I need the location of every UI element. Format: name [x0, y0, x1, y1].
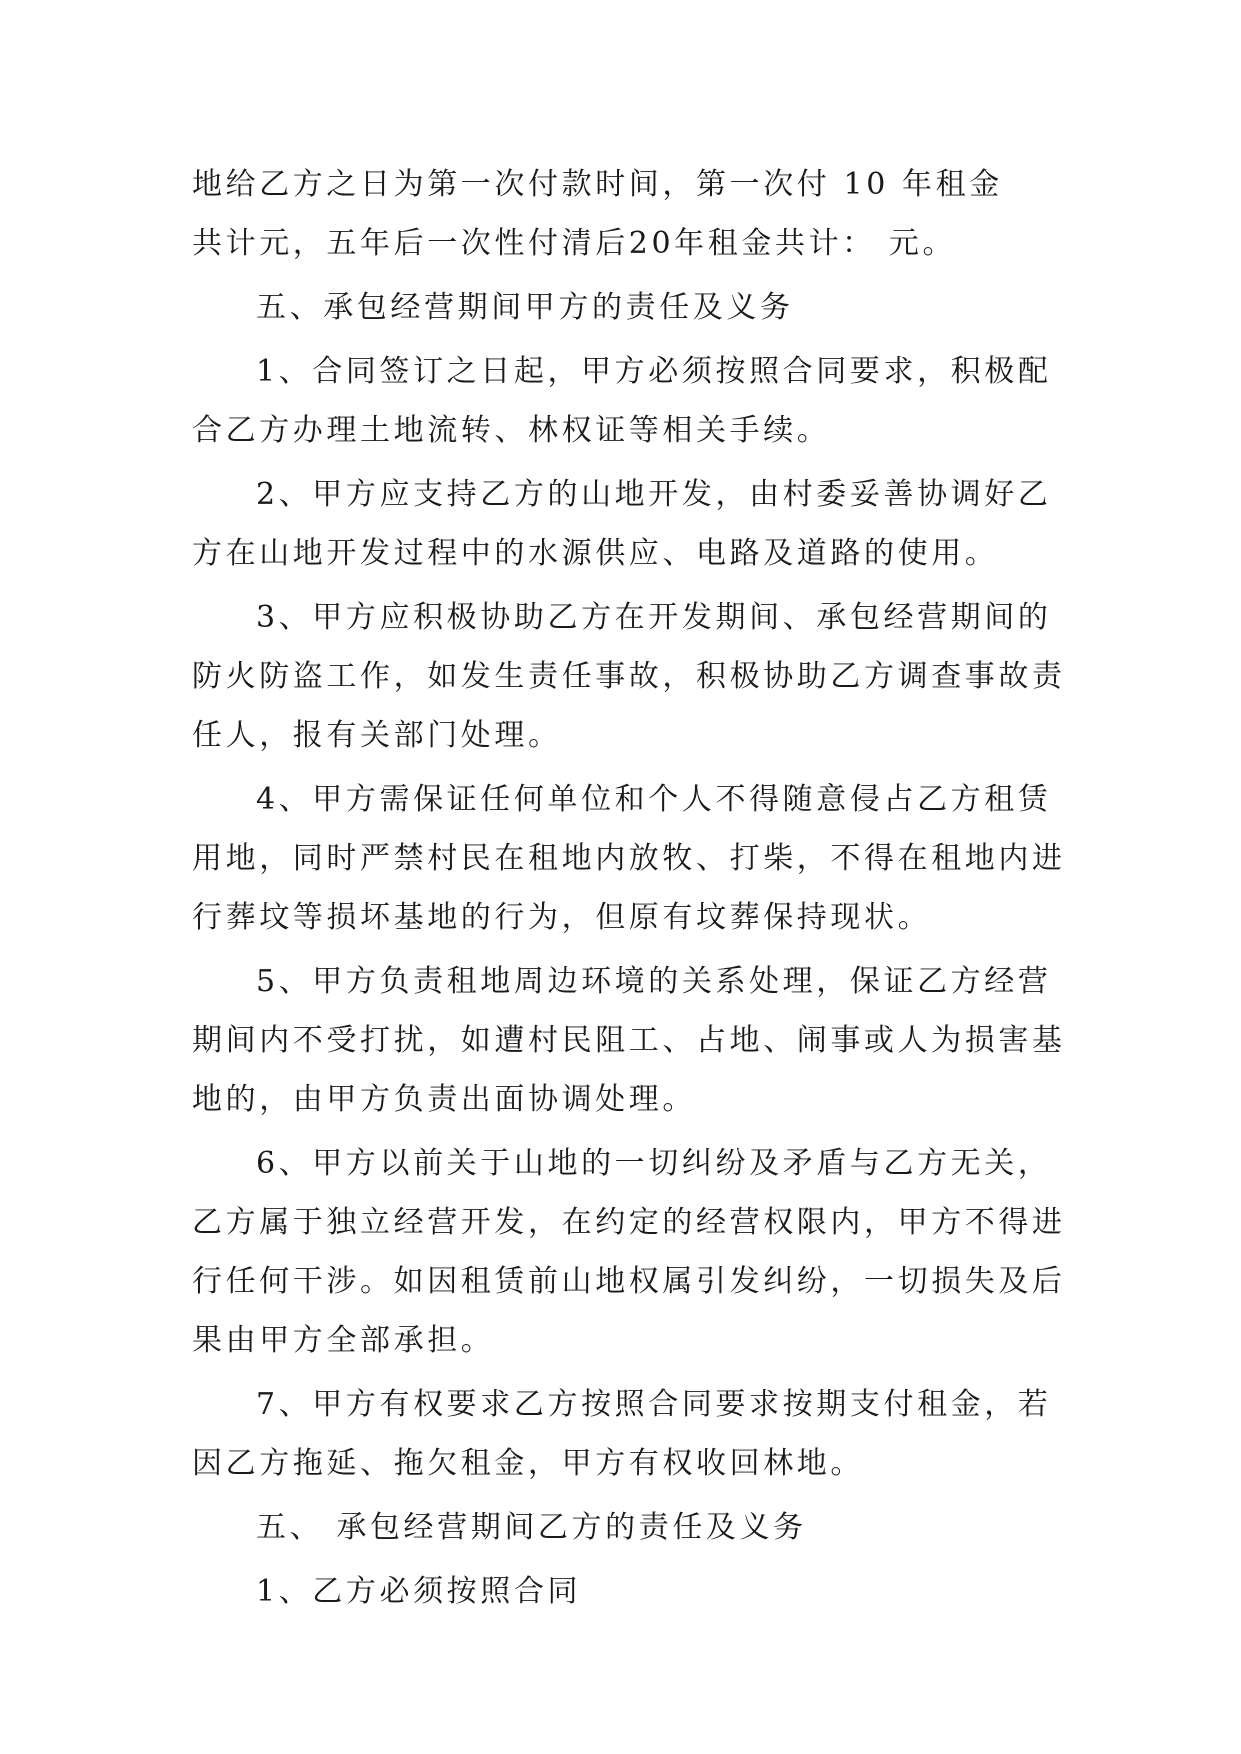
text-line: 果由甲方全部承担。 — [192, 1323, 495, 1358]
text-line: 4、甲方需保证任何单位和个人不得随意侵占乙方租赁 — [256, 782, 1052, 817]
section-heading: 五、 承包经营期间乙方的责任及义务 — [256, 1510, 807, 1545]
text-line: 合乙方办理土地流转、林权证等相关手续。 — [192, 413, 831, 448]
text-line: 共计元，五年后一次性付清后20年租金共计： 元。 — [192, 226, 957, 261]
text-line: 因乙方拖延、拖欠租金，甲方有权收回林地。 — [192, 1446, 864, 1481]
text-line: 地给乙方之日为第一次付款时间，第一次付 10 年租金 — [192, 167, 1003, 202]
text-line: 期间内不受打扰，如遭村民阻工、占地、闹事或人为损害基 — [192, 1023, 1066, 1058]
text-line: 2、甲方应支持乙方的山地开发，由村委妥善协调好乙 — [256, 477, 1052, 512]
text-line: 1、合同签订之日起，甲方必须按照合同要求，积极配 — [256, 354, 1052, 389]
text-line: 任人，报有关部门处理。 — [192, 718, 562, 753]
text-line: 方在山地开发过程中的水源供应、电路及道路的使用。 — [192, 536, 999, 571]
text-line: 乙方属于独立经营开发，在约定的经营权限内，甲方不得进 — [192, 1205, 1066, 1240]
section-heading: 五、承包经营期间甲方的责任及义务 — [256, 290, 794, 325]
text-line: 7、甲方有权要求乙方按照合同要求按期支付租金，若 — [256, 1387, 1052, 1422]
text-line: 3、甲方应积极协助乙方在开发期间、承包经营期间的 — [256, 600, 1052, 635]
text-line: 1、乙方必须按照合同 — [256, 1574, 582, 1609]
text-line: 地的，由甲方负责出面协调处理。 — [192, 1082, 696, 1117]
text-line: 6、甲方以前关于山地的一切纠纷及矛盾与乙方无关， — [256, 1146, 1052, 1181]
text-line: 行任何干涉。如因租赁前山地权属引发纠纷，一切损失及后 — [192, 1264, 1066, 1299]
text-line: 5、甲方负责租地周边环境的关系处理，保证乙方经营 — [256, 964, 1052, 999]
text-line: 行葬坟等损坏基地的行为，但原有坟葬保持现状。 — [192, 900, 932, 935]
text-line: 防火防盗工作，如发生责任事故，积极协助乙方调查事故责 — [192, 659, 1066, 694]
text-line: 用地，同时严禁村民在租地内放牧、打柴，不得在租地内进 — [192, 841, 1066, 876]
